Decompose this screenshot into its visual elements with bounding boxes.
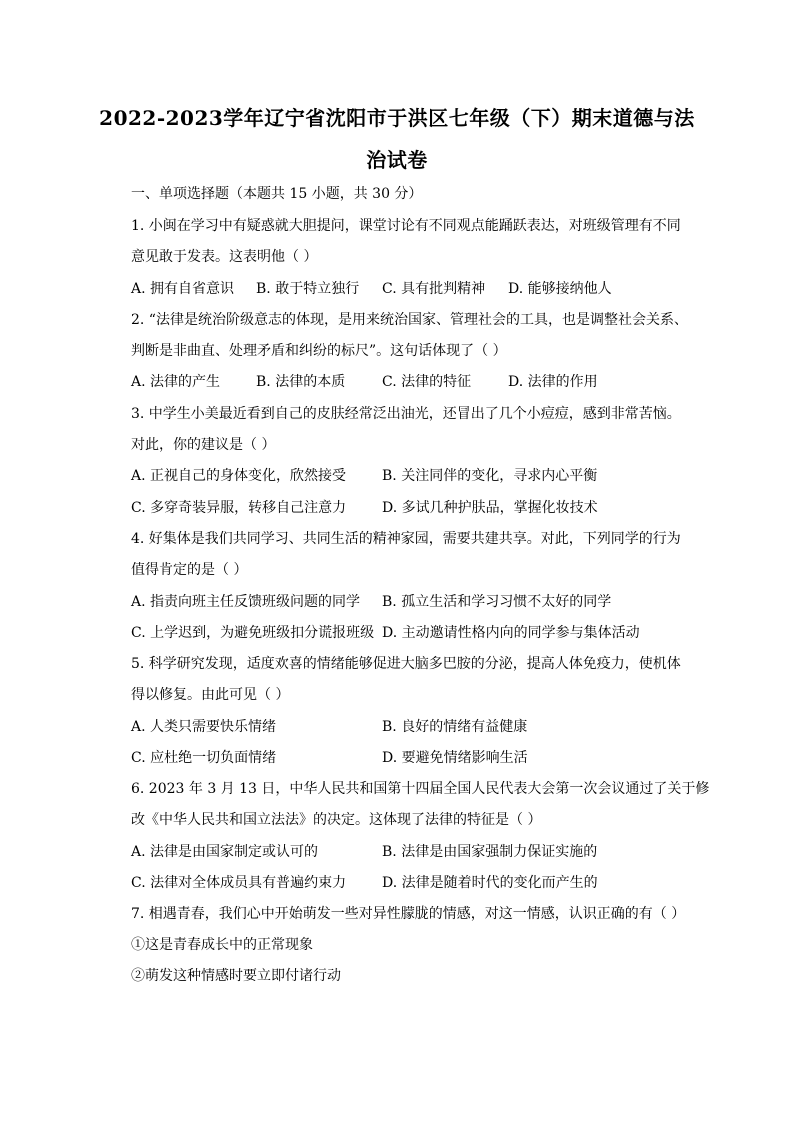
q4-stem-line-1: 4. 好集体是我们共同学习、共同生活的精神家园，需要共建共享。对此，下列同学的行为 (131, 531, 681, 547)
q2-option-c: C. 法律的特征 (382, 374, 472, 390)
q1-option-d: D. 能够接纳他人 (508, 281, 612, 297)
q6-option-c: C. 法律对全体成员具有普遍约束力 (131, 875, 347, 891)
q3-stem-line-2: 对此，你的建议是（ ） (131, 437, 276, 453)
q5-option-a: A. 人类只需要快乐情绪 (131, 719, 277, 735)
q5-stem-line-1: 5. 科学研究发现，适度欢喜的情绪能够促进大脑多巴胺的分泌，提高人体免疫力，使机体 (131, 656, 681, 672)
q2-stem-line-2: 判断是非曲直、处理矛盾和纠纷的标尺”。这句话体现了（ ） (131, 343, 507, 359)
q4-option-c: C. 上学迟到，为避免班级扣分谎报班级 (131, 625, 375, 641)
q1-stem-line-2: 意见敢于发表。这表明他（ ） (131, 249, 318, 265)
q3-option-b: B. 关注同伴的变化，寻求内心平衡 (382, 468, 598, 484)
section-heading: 一、单项选择题（本题共 15 小题，共 30 分） (131, 186, 423, 202)
q1-stem-line-1: 1. 小闽在学习中有疑惑就大胆提问，课堂讨论有不同观点能踊跃表达，对班级管理有不同 (131, 218, 681, 234)
q2-option-d: D. 法律的作用 (508, 374, 598, 390)
q3-option-a: A. 正视自己的身体变化，欣然接受 (131, 468, 347, 484)
q6-stem-line-2: 改《中华人民共和国立法法》的决定。这体现了法律的特征是（ ） (131, 812, 542, 828)
q3-option-d: D. 多试几种护肤品，掌握化妆技术 (382, 500, 598, 516)
q2-stem-line-1: 2. “法律是统治阶级意志的体现，是用来统治国家、管理社会的工具，也是调整社会关系、 (131, 312, 688, 328)
q6-stem-line-1: 6. 2023 年 3 月 13 日，中华人民共和国第十四届全国人民代表大会第一次会议通过了关于修 (131, 781, 710, 797)
q4-option-b: B. 孤立生活和学习习惯不太好的同学 (382, 594, 612, 610)
q2-option-b: B. 法律的本质 (256, 374, 346, 390)
q4-option-d: D. 主动邀请性格内向的同学参与集体活动 (382, 625, 640, 641)
q2-option-a: A. 法律的产生 (131, 374, 221, 390)
q4-option-a: A. 指责向班主任反馈班级问题的同学 (131, 594, 361, 610)
q6-option-a: A. 法律是由国家制定或认可的 (131, 844, 319, 860)
q4-stem-line-2: 值得肯定的是（ ） (131, 562, 248, 578)
q6-option-d: D. 法律是随着时代的变化而产生的 (382, 875, 598, 891)
q1-option-c: C. 具有批判精神 (382, 281, 486, 297)
q7-stem-line-1: 7. 相遇青春，我们心中开始萌发一些对异性朦胧的情感，对这一情感，认识正确的有（ ） (131, 906, 686, 922)
exam-title-line-1: 2022-2023学年辽宁省沈阳市于洪区七年级（下）期末道德与法 (99, 106, 695, 130)
q3-stem-line-1: 3. 中学生小美最近看到自己的皮肤经常泛出油光，还冒出了几个小痘痘，感到非常苦恼。 (131, 406, 681, 422)
q1-option-a: A. 拥有自省意识 (131, 281, 235, 297)
q6-option-b: B. 法律是由国家强制力保证实施的 (382, 844, 598, 860)
exam-title-line-2: 治试卷 (366, 148, 428, 172)
q3-option-c: C. 多穿奇装异服，转移自己注意力 (131, 500, 347, 516)
q5-option-b: B. 良好的情绪有益健康 (382, 719, 528, 735)
q7-item-1: ①这是青春成长中的正常现象 (131, 937, 313, 953)
q5-option-c: C. 应杜绝一切负面情绪 (131, 750, 277, 766)
q5-option-d: D. 要避免情绪影响生活 (382, 750, 528, 766)
q1-option-b: B. 敢于特立独行 (256, 281, 360, 297)
q5-stem-line-2: 得以修复。由此可见（ ） (131, 687, 290, 703)
q7-item-2: ②萌发这种情感时要立即付诸行动 (131, 968, 341, 984)
